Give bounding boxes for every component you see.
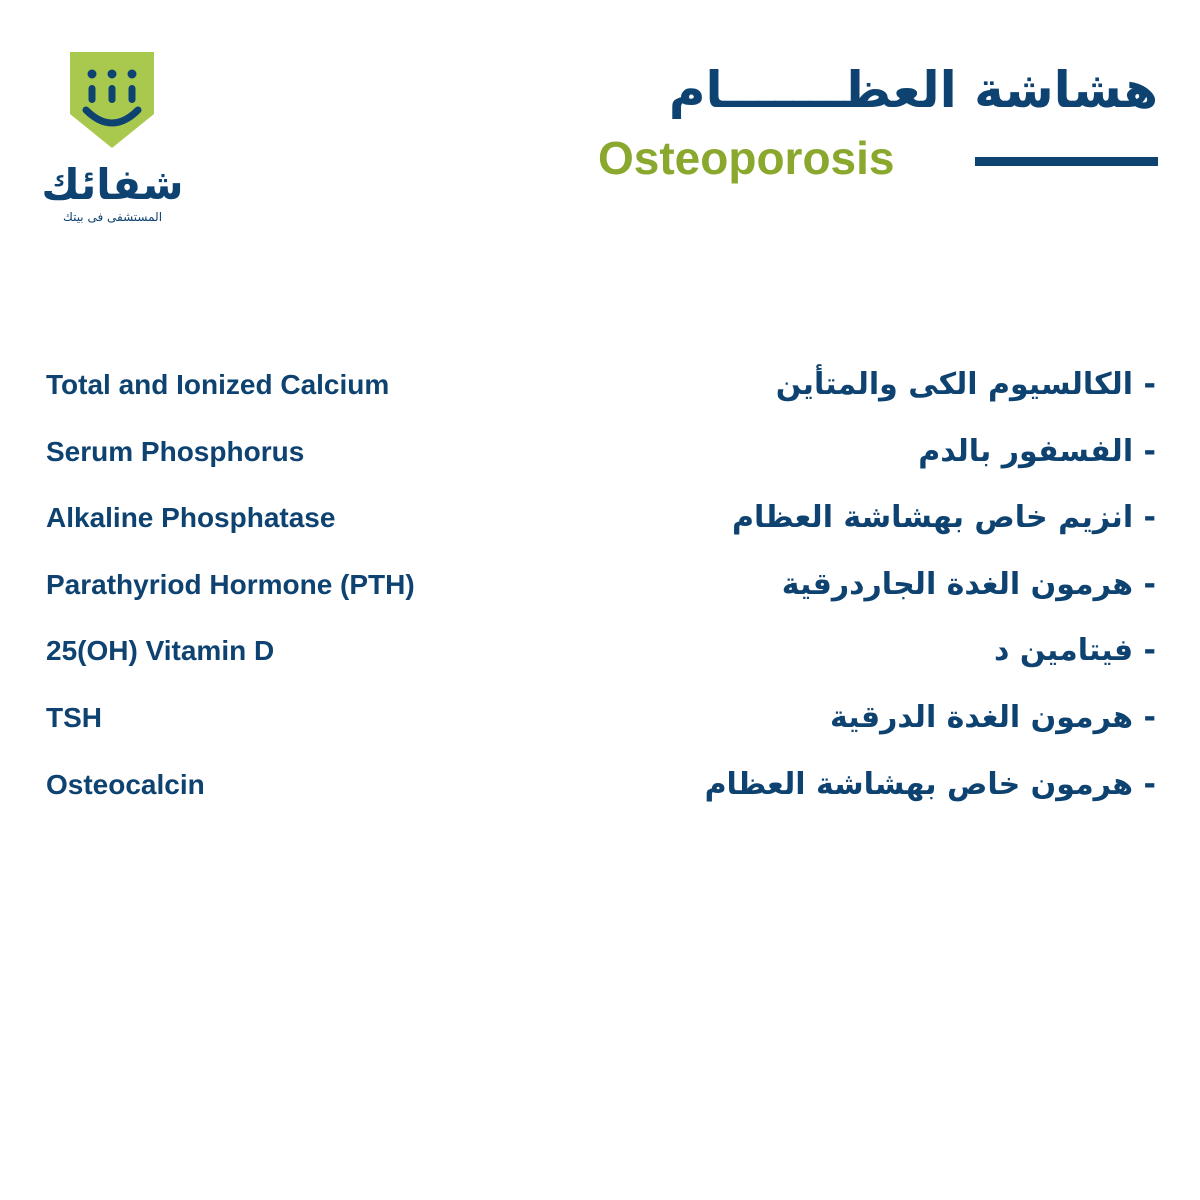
page-title-english: Osteoporosis: [598, 132, 895, 184]
list-item: [0, 427, 1200, 494]
smiley-shield-icon: [70, 52, 154, 148]
list-item: [0, 560, 1200, 627]
test-name-ar: - هرمون خاص بهشاشة العظام: [704, 766, 1156, 802]
test-name-en: Serum Phosphorus: [46, 435, 305, 467]
page-title-arabic: هشاشة العظـــــــام: [668, 61, 1158, 119]
test-name-en: TSH: [46, 701, 102, 733]
test-name-ar: - هرمون الغدة الجاردرقية: [781, 566, 1156, 602]
test-name-en: Parathyriod Hormone (PTH): [46, 568, 415, 600]
list-item: [0, 493, 1200, 560]
brand-tagline: المستشفى فى بيتك: [62, 210, 163, 224]
list-item: [0, 360, 1200, 427]
test-name-ar: - الكالسيوم الكى والمتأين: [775, 367, 1156, 402]
title-divider: [975, 157, 1158, 166]
test-name-ar: - انزيم خاص بهشاشة العظام: [732, 500, 1156, 536]
test-list: [0, 360, 1200, 826]
brand-name: شفائك: [41, 160, 184, 209]
test-name-en: Total and Ionized Calcium: [46, 369, 390, 400]
list-item: [0, 760, 1200, 827]
list-item: [0, 626, 1200, 693]
test-name-en: Osteocalcin: [46, 768, 205, 800]
test-name-en: Alkaline Phosphatase: [46, 502, 336, 534]
test-name-ar: - هرمون الغدة الدرقية: [830, 699, 1156, 735]
test-name-en: 25(OH) Vitamin D: [46, 635, 275, 667]
test-name-ar: - الفسفور بالدم: [918, 433, 1156, 469]
list-item: [0, 693, 1200, 760]
test-name-ar: - فيتامين د: [994, 633, 1156, 669]
